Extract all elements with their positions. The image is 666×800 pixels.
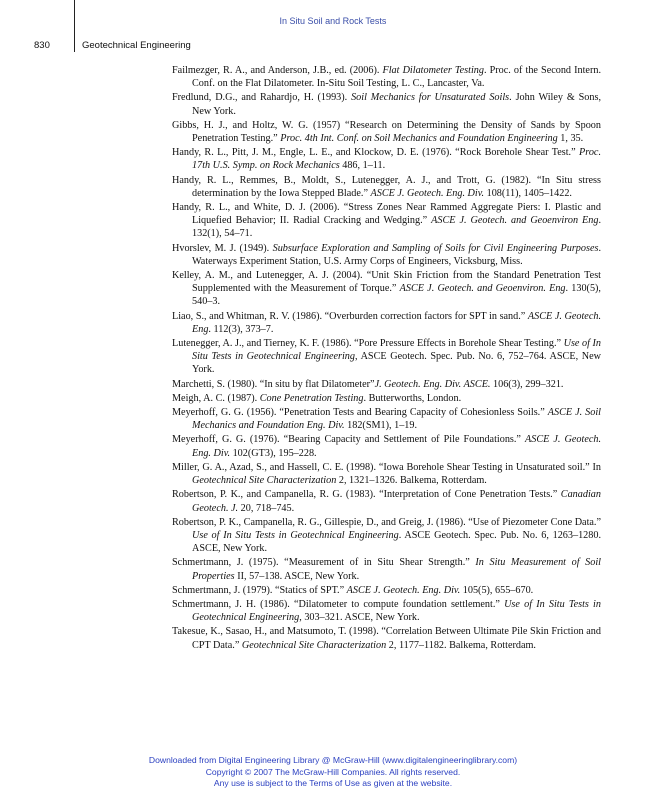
reference-item [172, 242, 601, 268]
reference-italic-text: Use of In Situ Tests in Geotechnical Engineering [192, 598, 601, 624]
reference-text: 108(11), 1405–1422. [484, 187, 572, 199]
reference-text: Meigh, A. C. (1987). [172, 392, 260, 404]
reference-italic-text: Proc. 4th Int. Conf. on Soil Mechanics and Foundation Engineering [280, 133, 558, 145]
reference-italic-text: In Situ Measurement of Soil Properties [192, 557, 601, 582]
reference-text: Fredlund, D.G., and Rahardjo, H. (1993). [172, 92, 352, 104]
reference-text: . 130(5), 540–3. [192, 283, 601, 308]
reference-italic-text: Proc. 17th U.S. Symp. on Rock Mechanics [192, 147, 601, 172]
reference-text: Marchetti, S. (1980). “In situ by flat Dilatometer” [172, 378, 375, 390]
footer [0, 755, 666, 790]
reference-italic-text: Use of In Situ Tests in Geotechnical Engineering [192, 529, 399, 541]
reference-text: Takesue, K., Sasao, H., and Matsumoto, T. (1998). “Correlation Between Ultimate Pile Skin Friction and CPT Data.” [172, 626, 601, 651]
reference-italic-text: ASCE J. Geotech. Eng. Div. [192, 434, 602, 459]
footer-copyright: Copyright © 2007 The McGraw-Hill Companies. All rights reserved. [205, 766, 461, 777]
reference-text: 486, 1–11. [339, 160, 386, 172]
reference-text: Meyerhoff, G. G. (1976). “Bearing Capacity and Settlement of Pile Foundations.” [172, 434, 526, 446]
reference-list [172, 64, 601, 653]
reference-item [172, 516, 601, 556]
reference-text: Failmezger, R. A., and Anderson, J.B., ed. (2006). [172, 65, 383, 76]
reference-text: . Proc. of the Second Intern. Conf. on the Flat Dilatometer. In-Situ Soil Testing, L. C., Lancaster, Va. [192, 65, 601, 90]
reference-text: . ASCE Geotech. Spec. Pub. No. 6, 1263–1280. ASCE, New York. [192, 529, 601, 555]
reference-italic-text: Soil Mechanics for Unsaturated Soils [351, 92, 510, 104]
reference-item [172, 488, 601, 514]
reference-item [172, 146, 601, 172]
reference-text: 182(SM1), 1–19. [344, 420, 418, 432]
reference-text: Robertson, P. K., and Campanella, R. G. (1983). “Interpretation of Cone Penetration Tests.” [172, 489, 561, 501]
reference-item [172, 556, 601, 582]
reference-text: , 303–321. ASCE, New York. [299, 612, 420, 624]
reference-text: Miller, G. A., Azad, S., and Hassell, C. E. (1998). “Iowa Borehole Shear Testing in Unsaturated soil.” In [172, 461, 601, 473]
reference-item [172, 461, 601, 487]
reference-text: Handy, R. L., Remmes, B., Moldt, S., Lutenegger, A. J., and Trott, G. (1982). “In Situ stress determination by the Iowa Stepped Blade.” [172, 174, 601, 199]
reference-item [172, 337, 601, 377]
reference-italic-text: ASCE J. Soil Mechanics and Foundation Eng. Div. [192, 407, 601, 432]
reference-item [172, 433, 601, 459]
reference-italic-text: ASCE J. Geotech. Eng. Div. [370, 187, 485, 199]
reference-text: 2, 1321–1326. Balkema, Rotterdam. [336, 475, 487, 487]
reference-text: 2, 1177–1182. Balkema, Rotterdam. [386, 639, 536, 651]
reference-text: . 132(1), 54–71. [192, 215, 601, 240]
reference-item [172, 310, 601, 336]
reference-item [172, 91, 601, 117]
reference-italic-text: Flat Dilatometer Testing [382, 65, 484, 76]
reference-item [172, 119, 601, 145]
reference-italic-text: Canadian Geotech. J. [192, 489, 601, 514]
reference-text: Schmertmann, J. (1979). “Statics of SPT.” [172, 584, 347, 596]
reference-text: , ASCE Geotech. Spec. Pub. No. 6, 752–764. ASCE, New York. [192, 351, 601, 376]
reference-italic-text: ASCE J. Geotech. and Geoenviron Eng [431, 215, 599, 227]
reference-text: 1, 35. [557, 133, 584, 145]
reference-text: Schmertmann, J. (1975). “Measurement of in Situ Shear Strength.” [172, 557, 476, 569]
reference-item [172, 392, 601, 405]
reference-text: Schmertmann, J. H. (1986). “Dilatometer to compute foundation settlement.” [172, 598, 505, 610]
reference-item [172, 64, 601, 90]
reference-text: Handy, R. L., Pitt, J. M., Engle, L. E., and Klockow, D. E. (1976). “Rock Borehole Shear Test.” [172, 147, 580, 159]
reference-italic-text: Use of In Situ Tests in Geotechnical Engineering [192, 338, 601, 363]
running-title: In Situ Soil and Rock Tests [279, 16, 387, 26]
reference-text: Meyerhoff, G. G. (1956). “Penetration Tests and Bearing Capacity of Cohesionless Soils.” [172, 407, 548, 419]
reference-italic-text: J. Geotech. Eng. Div. ASCE. [374, 378, 491, 390]
reference-text: Robertson, P. K., Campanella, R. G., Gillespie, D., and Greig, J. (1986). “Use of Piezometer Cone Data.” [172, 516, 601, 528]
reference-text: Lutenegger, A. J., and Tierney, K. F. (1986). “Pore Pressure Effects in Borehole Shear Testing.” [172, 338, 564, 350]
reference-italic-text: ASCE J. Geotech. Eng [192, 310, 601, 335]
reference-item [172, 201, 601, 241]
footer-download-link[interactable]: Downloaded from Digital Engineering Library @ McGraw-Hill (www.digitalengineeringlibrary.com) [148, 755, 518, 765]
reference-text: II, 57–138. ASCE, New York. [234, 570, 360, 582]
reference-text: 20, 718–745. [238, 502, 295, 514]
reference-text: Gibbs, H. J., and Holtz, W. G. (1957) “Research on Determining the Density of Sands by Spoon Penetration Testing.” [172, 119, 601, 145]
reference-item [172, 625, 601, 651]
reference-italic-text: ASCE J. Geotech. and Geoenviron. Eng [399, 283, 566, 295]
reference-text: Handy, R. L., and White, D. J. (2006). “Stress Zones Near Rammed Aggregate Piers: I. Plastic and Liquefied Behavior; II. Radial Cracking and Wedging.” [172, 202, 601, 227]
reference-text: . 112(3), 373–7. [208, 323, 274, 335]
reference-text: Hvorslev, M. J. (1949). [172, 242, 273, 254]
reference-text: 106(3), 299–321. [490, 378, 564, 390]
reference-italic-text: Geotechnical Site Characterization [192, 475, 337, 487]
reference-italic-text: Geotechnical Site Characterization [241, 639, 387, 651]
folio [34, 40, 191, 51]
reference-text: Liao, S., and Whitman, R. V. (1986). “Overburden correction factors for SPT in sand.” [172, 310, 528, 322]
reference-text: . Waterways Experiment Station, U.S. Army Corps of Engineers, Vicksburg, Miss. [192, 242, 601, 267]
reference-text: 102(GT3), 195–228. [230, 447, 317, 459]
reference-item [172, 378, 601, 391]
reference-italic-text: Subsurface Exploration and Sampling of Soils for Civil Engineering Purposes [272, 242, 599, 254]
reference-item [172, 269, 601, 309]
reference-item [172, 174, 601, 200]
reference-text: 105(5), 655–670. [460, 584, 534, 596]
reference-italic-text: Cone Penetration Testing [259, 392, 364, 404]
reference-item [172, 406, 601, 432]
reference-italic-text: ASCE J. Geotech. Eng. Div. [346, 584, 461, 596]
reference-text: . John Wiley & Sons, New York. [192, 92, 601, 117]
reference-item [172, 598, 601, 624]
reference-text: . Butterworths, London. [363, 392, 462, 404]
page-number: 830 [34, 40, 50, 51]
footer-terms-link[interactable]: Any use is subject to the Terms of Use as given at the website. [213, 778, 453, 788]
reference-item [172, 584, 601, 597]
reference-text: Kelley, A. M., and Lutenegger, A. J. (2004). “Unit Skin Friction from the Standard Penetration Test Supplemented with the Measurement of Torque.” [172, 270, 601, 295]
book-title: Geotechnical Engineering [82, 40, 191, 51]
